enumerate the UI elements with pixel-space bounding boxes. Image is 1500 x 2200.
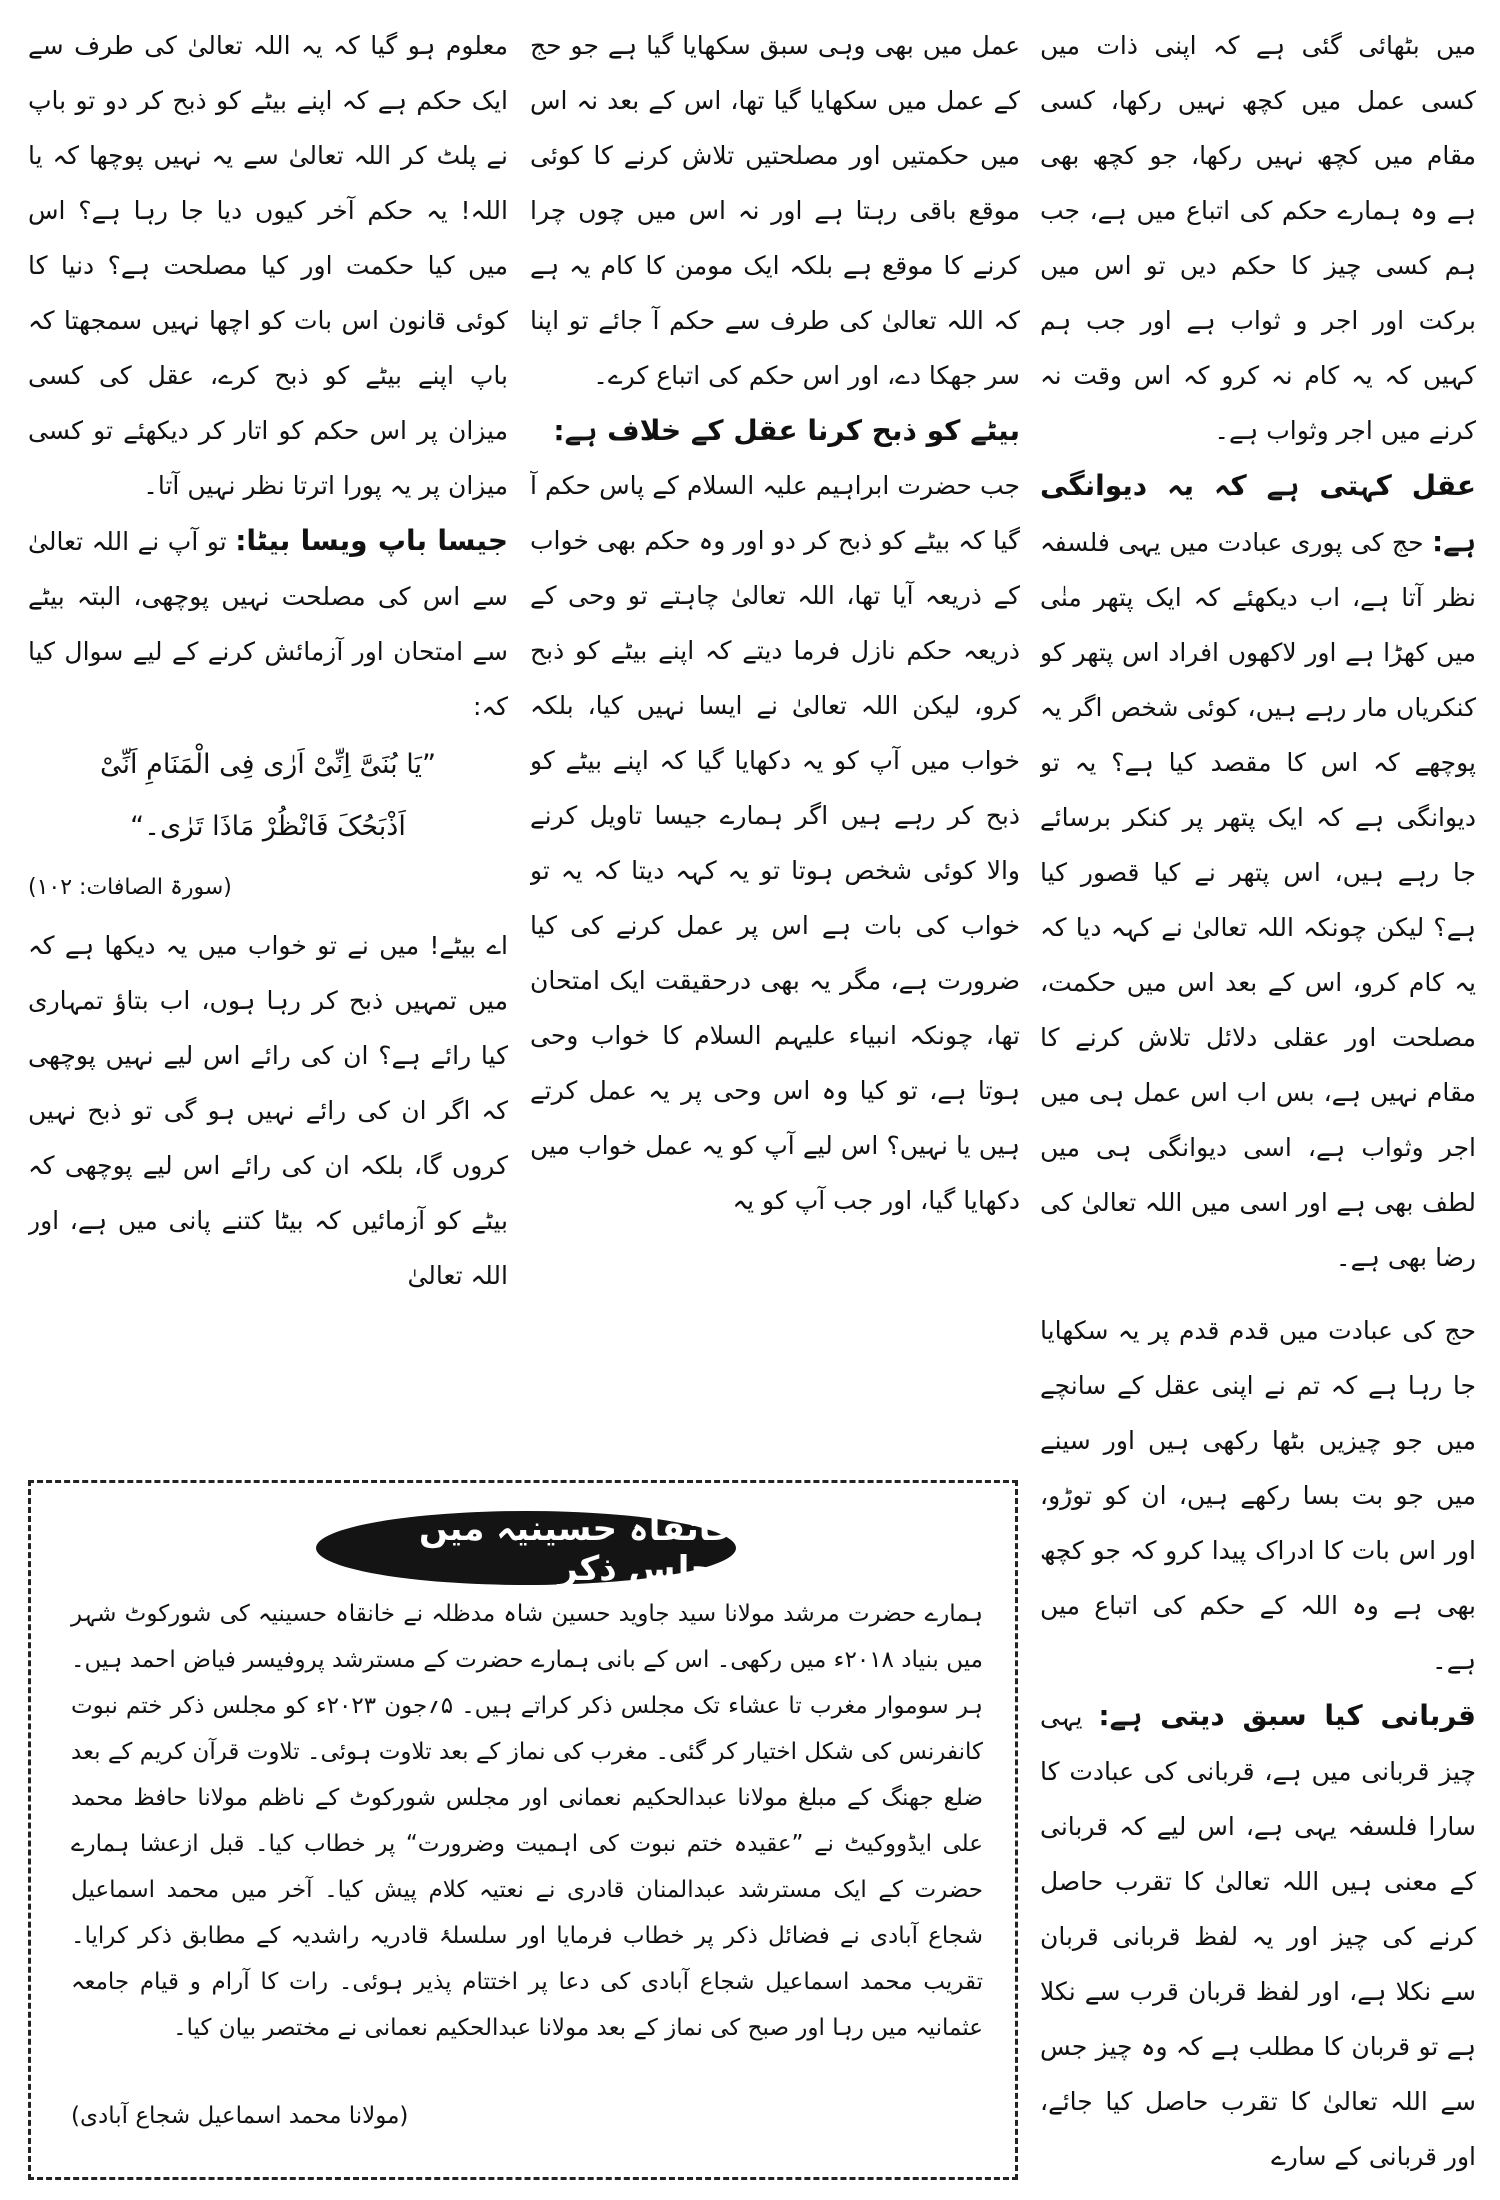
paragraph-text: تو آپ نے اللہ تعالیٰ سے اس کی مصلحت نہیں پوچھی، البتہ بیٹے سے امتحان اور آزمائش کرنے کے لیے سوال کیا کہ:	[28, 527, 508, 721]
paragraph: میں بٹھائی گئی ہے کہ اپنی ذات میں کسی عمل میں کچھ نہیں رکھا، کسی مقام میں کچھ نہیں رکھا، جو کچھ بھی ہے وہ ہمارے حکم کی اتباع میں ہے، جب ہم کسی چیز کا حکم دیں تو اس میں برکت اور اجر و ثواب ہے اور جب ہم کہیں کہ یہ کام نہ کرو کہ اس وقت نہ کرنے میں اجر وثواب ہے۔	[1040, 31, 1476, 445]
paragraph	[1040, 458, 1476, 1285]
section-heading: قربانی کیا سبق دیتی ہے:	[1098, 1699, 1476, 1732]
paragraph-text: حج کی پوری عبادت میں یہی فلسفہ نظر آتا ہے، اب دیکھئے کہ ایک پتھر منٰی میں کھڑا ہے اور لاکھوں افراد اس پتھر کو کنکریاں مار رہے ہیں، کوئی شخص اگر یہ پوچھے کہ اس کا مقصد کیا ہے؟ یہ تو دیوانگی ہے کہ ایک پتھر پر کنکر برسائے جا رہے ہیں، اس پتھر نے کیا قصور کیا ہے؟ لیکن چونکہ اللہ تعالیٰ نے کہہ دیا کہ یہ کام کرو، اس کے بعد اس میں حکمت، مصلحت اور عقلی دلائل تلاش کرنے کا مقام نہیں ہے، بس اب اس عمل ہی میں اجر وثواب ہے، اسی دیوانگی ہی میں لطف بھی ہے اور اسی میں اللہ تعالیٰ کی رضا بھی ہے۔	[1040, 528, 1476, 1272]
paragraph: حج کی عبادت میں قدم قدم پر یہ سکھایا جا رہا ہے کہ تم نے اپنی عقل کے سانچے میں جو چیزیں بٹھا رکھی ہیں اور سینے میں جو بت بسا رکھے ہیں، ان کو توڑو، اور اس بات کا ادراک پیدا کرو کہ جو کچھ بھی ہے وہ اللہ کے حکم کی اتباع میں ہے۔	[1040, 1316, 1476, 1675]
news-box-signature: (مولانا محمد اسماعیل شجاع آبادی)	[71, 2103, 409, 2129]
verse-citation: (سورۃ الصافات: ۱۰۲)	[28, 875, 232, 900]
section-heading: بیٹے کو ذبح کرنا عقل کے خلاف ہے:	[553, 414, 1020, 447]
news-box	[28, 1480, 1018, 2180]
paragraph: اے بیٹے! میں نے تو خواب میں یہ دیکھا ہے کہ میں تمہیں ذبح کر رہا ہوں، اب بتاؤ تمہاری کیا رائے ہے؟ ان کی رائے اس لیے نہیں پوچھی کہ اگر ان کی رائے نہیں ہو گی تو ذبح نہیں کروں گا، بلکہ ان کی رائے اس لیے پوچھی کہ بیٹے کو آزمائیں کہ بیٹا کتنے پانی میں ہے، اور اللہ تعالیٰ	[28, 931, 508, 1290]
paragraph-text: یہی چیز قربانی میں ہے، قربانی کی عبادت کا سارا فلسفہ یہی ہے، اس لیے کہ قربانی کے معنی ہیں اللہ تعالیٰ کا تقرب حاصل کرنے کی چیز اور یہ لفظ قربانی قربان سے نکلا ہے، اور لفظ قربان قرب سے نکلا ہے تو قربان کا مطلب ہے کہ وہ چیز جس سے اللہ تعالیٰ کا تقرب حاصل کیا جائے، اور قربانی کے سارے	[1040, 1702, 1476, 2171]
paragraph	[1040, 1688, 1476, 2184]
paragraph	[28, 513, 508, 734]
column-right	[1040, 18, 1476, 2188]
news-box-title: خانقاہ حسینیہ میں مجلس ذکر	[316, 1511, 736, 1585]
section-heading: عقل کہتی ہے کہ یہ دیوانگی ہے:	[1040, 469, 1476, 558]
section-heading: جیسا باپ ویسا بیٹا:	[235, 524, 508, 557]
quran-verse-line: اَذْبَحُکَ فَانْظُرْ مَاذَا تَرٰی۔“	[130, 811, 406, 842]
quran-verse-line: ”یَا بُنَیَّ اِنِّیْ اَرٰی فِی الْمَنَامِ اَنِّیْ	[100, 749, 436, 780]
column-left	[28, 18, 508, 1458]
paragraph: معلوم ہو گیا کہ یہ اللہ تعالیٰ کی طرف سے ایک حکم ہے کہ اپنے بیٹے کو ذبح کر دو تو باپ نے پلٹ کر اللہ تعالیٰ سے یہ نہیں پوچھا کہ یا اللہ! یہ حکم آخر کیوں دیا جا رہا ہے؟ اس میں کیا حکمت اور کیا مصلحت ہے؟ دنیا کا کوئی قانون اس بات کو اچھا نہیں سمجھتا کہ باپ اپنے بیٹے کو ذبح کرے، عقل کی کسی میزان پر اس حکم کو اتار کر دیکھئے تو کسی میزان پر یہ پورا اترتا نظر نہیں آتا۔	[28, 31, 508, 500]
paragraph: عمل میں بھی وہی سبق سکھایا گیا ہے جو حج کے عمل میں سکھایا گیا تھا، اس کے بعد نہ اس میں حکمتیں اور مصلحتیں تلاش کرنے کا کوئی موقع باقی رہتا ہے اور نہ اس میں چوں چرا کرنے کا موقع ہے بلکہ ایک مومن کا کام یہ ہے کہ اللہ تعالیٰ کی طرف سے حکم آ جائے تو اپنا سر جھکا دے، اور اس حکم کی اتباع کرے۔	[530, 31, 1020, 390]
paragraph: جب حضرت ابراہیم علیہ السلام کے پاس حکم آ گیا کہ بیٹے کو ذبح کر دو اور وہ حکم بھی خواب کے ذریعہ آیا تھا، اللہ تعالیٰ چاہتے تو وحی کے ذریعہ حکم نازل فرما دیتے کہ اپنے بیٹے کو ذبح کرو، لیکن اللہ تعالیٰ نے ایسا نہیں کیا، بلکہ خواب میں آپ کو یہ دکھایا گیا کہ اپنے بیٹے کو ذبح کر رہے ہیں اگر ہمارے جیسا تاویل کرنے والا کوئی شخص ہوتا تو یہ کہہ دیتا کہ یہ تو خواب کی بات ہے اس پر عمل کرنے کی کیا ضرورت ہے، مگر یہ بھی درحقیقت ایک امتحان تھا، چونکہ انبیاء علیہم السلام کا خواب وحی ہوتا ہے، تو کیا وہ اس وحی پر یہ عمل کرتے ہیں یا نہیں؟ اس لیے آپ کو یہ عمل خواب میں دکھایا گیا، اور جب آپ کو یہ	[530, 471, 1020, 1215]
news-box-body: ہمارے حضرت مرشد مولانا سید جاوید حسین شاہ مدظلہ نے خانقاہ حسینیہ کی شورکوٹ شہر میں بنیاد ۲۰۱۸ء میں رکھی۔ اس کے بانی ہمارے حضرت کے مسترشد پروفیسر فیاض احمد ہیں۔ ہر سوموار مغرب تا عشاء تک مجلس ذکر کراتے ہیں۔ ۵؍جون ۲۰۲۳ء کو مجلس ذکر ختم نبوت کانفرنس کی شکل اختیار کر گئی۔ مغرب کی نماز کے بعد تلاوت ہوئی۔ تلاوت قرآن کریم کے بعد ضلع جھنگ کے مبلغ مولانا عبدالحکیم نعمانی اور مجلس شورکوٹ کے ناظم مولانا حافظ محمد علی ایڈووکیٹ نے ”عقیدہ ختم نبوت کی اہمیت وضرورت“ پر خطاب کیا۔ قبل ازعشا ہمارے حضرت کے ایک مسترشد عبدالمنان قادری نے نعتیہ کلام پیش کیا۔ آخر میں محمد اسماعیل شجاع آبادی نے فضائل ذکر پر خطاب فرمایا اور سلسلۂ قادریہ راشدیہ کے مطابق ذکر کرایا۔ تقریب محمد اسماعیل شجاع آبادی کی دعا پر اختتام پذیر ہوئی۔ رات کا آرام و قیام جامعہ عثمانیہ میں رہا اور صبح کی نماز کے بعد مولانا عبدالحکیم نعمانی نے مختصر بیان کیا۔	[71, 1601, 983, 2041]
column-middle	[530, 18, 1020, 1458]
